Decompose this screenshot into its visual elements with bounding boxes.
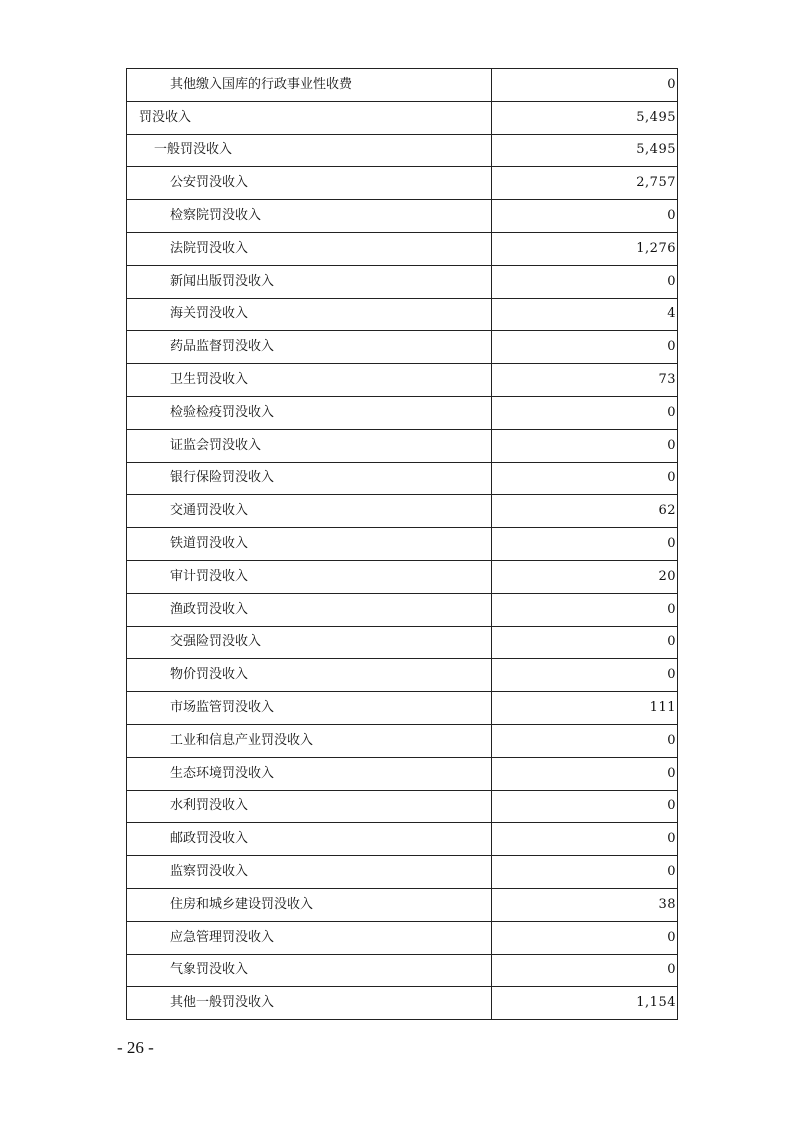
item-name-cell: 住房和城乡建设罚没收入 <box>127 888 492 921</box>
amount-cell: 0 <box>492 331 678 364</box>
amount-cell: 20 <box>492 560 678 593</box>
amount-cell: 0 <box>492 200 678 233</box>
item-name-cell: 交强险罚没收入 <box>127 626 492 659</box>
item-name-cell: 检察院罚没收入 <box>127 200 492 233</box>
table-row <box>127 659 678 692</box>
amount-cell: 38 <box>492 888 678 921</box>
table-row <box>127 757 678 790</box>
amount-cell: 0 <box>492 462 678 495</box>
item-name-cell: 检验检疫罚没收入 <box>127 396 492 429</box>
amount-cell: 73 <box>492 364 678 397</box>
item-name-cell: 法院罚没收入 <box>127 232 492 265</box>
amount-cell: 62 <box>492 495 678 528</box>
item-name-cell: 气象罚没收入 <box>127 954 492 987</box>
amount-cell: 0 <box>492 790 678 823</box>
amount-cell: 5,495 <box>492 134 678 167</box>
amount-cell: 4 <box>492 298 678 331</box>
item-name-cell: 监察罚没收入 <box>127 856 492 889</box>
item-name-cell: 邮政罚没收入 <box>127 823 492 856</box>
table-row <box>127 954 678 987</box>
table-row <box>127 69 678 102</box>
amount-cell: 111 <box>492 692 678 725</box>
amount-cell: 0 <box>492 659 678 692</box>
item-name-cell: 公安罚没收入 <box>127 167 492 200</box>
item-name-cell: 生态环境罚没收入 <box>127 757 492 790</box>
item-name-cell: 银行保险罚没收入 <box>127 462 492 495</box>
revenue-table-body <box>127 69 678 1020</box>
item-name-cell: 一般罚没收入 <box>127 134 492 167</box>
item-name-cell: 罚没收入 <box>127 101 492 134</box>
item-name-cell: 药品监督罚没收入 <box>127 331 492 364</box>
amount-cell: 1,154 <box>492 987 678 1020</box>
item-name-cell: 其他一般罚没收入 <box>127 987 492 1020</box>
table-row <box>127 626 678 659</box>
table-row <box>127 429 678 462</box>
table-row <box>127 823 678 856</box>
amount-cell: 5,495 <box>492 101 678 134</box>
item-name-cell: 物价罚没收入 <box>127 659 492 692</box>
amount-cell: 0 <box>492 954 678 987</box>
table-row <box>127 167 678 200</box>
table-row <box>127 692 678 725</box>
amount-cell: 0 <box>492 593 678 626</box>
item-name-cell: 渔政罚没收入 <box>127 593 492 626</box>
amount-cell: 0 <box>492 528 678 561</box>
amount-cell: 0 <box>492 626 678 659</box>
amount-cell: 0 <box>492 724 678 757</box>
table-row <box>127 101 678 134</box>
item-name-cell: 水利罚没收入 <box>127 790 492 823</box>
table-row <box>127 396 678 429</box>
table-row <box>127 987 678 1020</box>
table-row <box>127 331 678 364</box>
item-name-cell: 新闻出版罚没收入 <box>127 265 492 298</box>
amount-cell: 1,276 <box>492 232 678 265</box>
table-row <box>127 790 678 823</box>
table-row <box>127 888 678 921</box>
amount-cell: 0 <box>492 265 678 298</box>
table-row <box>127 364 678 397</box>
amount-cell: 0 <box>492 823 678 856</box>
table-row <box>127 560 678 593</box>
item-name-cell: 工业和信息产业罚没收入 <box>127 724 492 757</box>
amount-cell: 0 <box>492 429 678 462</box>
amount-cell: 0 <box>492 396 678 429</box>
table-row <box>127 298 678 331</box>
page-number: - 26 - <box>117 1038 154 1057</box>
item-name-cell: 证监会罚没收入 <box>127 429 492 462</box>
item-name-cell: 海关罚没收入 <box>127 298 492 331</box>
table-row <box>127 265 678 298</box>
item-name-cell: 市场监管罚没收入 <box>127 692 492 725</box>
amount-cell: 2,757 <box>492 167 678 200</box>
item-name-cell: 铁道罚没收入 <box>127 528 492 561</box>
table-row <box>127 921 678 954</box>
table-row <box>127 134 678 167</box>
revenue-table <box>126 68 678 1020</box>
table-row <box>127 724 678 757</box>
table-row <box>127 462 678 495</box>
amount-cell: 0 <box>492 856 678 889</box>
item-name-cell: 交通罚没收入 <box>127 495 492 528</box>
table-row <box>127 856 678 889</box>
table-row <box>127 528 678 561</box>
table-row <box>127 593 678 626</box>
item-name-cell: 审计罚没收入 <box>127 560 492 593</box>
table-row <box>127 495 678 528</box>
amount-cell: 0 <box>492 921 678 954</box>
amount-cell: 0 <box>492 69 678 102</box>
table-row <box>127 232 678 265</box>
table-row <box>127 200 678 233</box>
item-name-cell: 应急管理罚没收入 <box>127 921 492 954</box>
item-name-cell: 其他缴入国库的行政事业性收费 <box>127 69 492 102</box>
amount-cell: 0 <box>492 757 678 790</box>
item-name-cell: 卫生罚没收入 <box>127 364 492 397</box>
